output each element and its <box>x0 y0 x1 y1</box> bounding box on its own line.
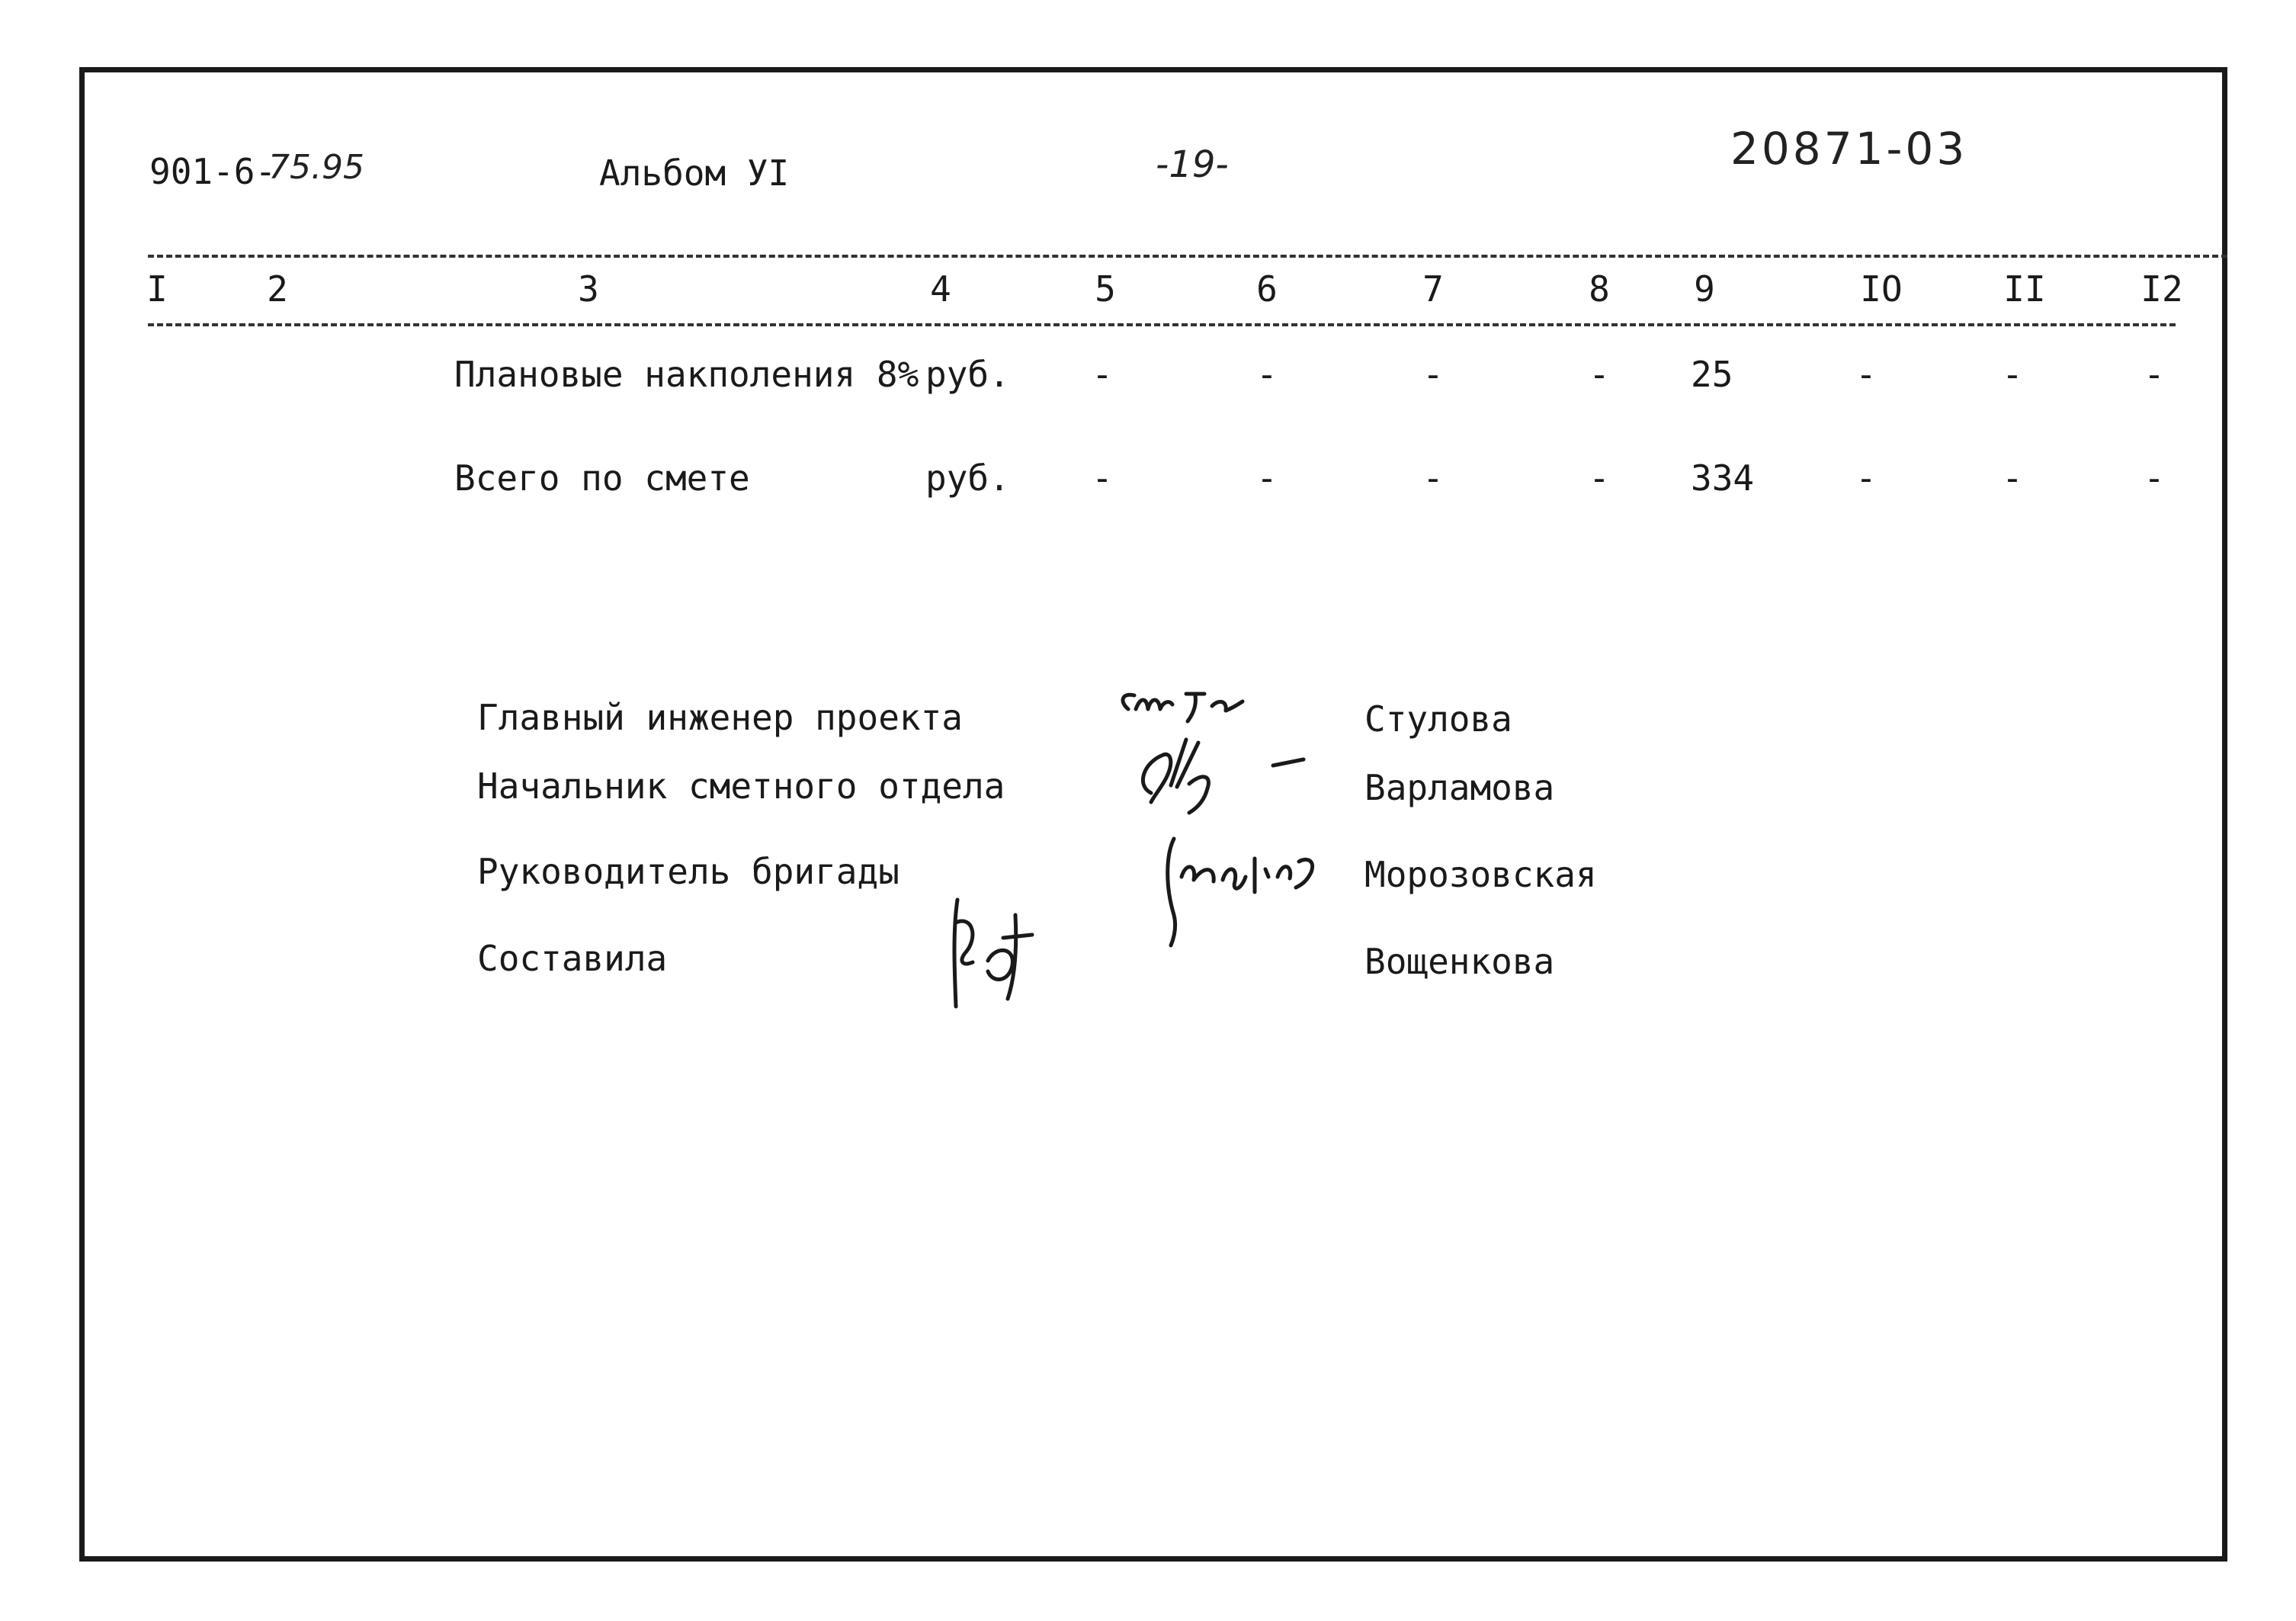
signature-mark-brigade-lead <box>1143 831 1342 953</box>
signature-mark-estimate-head <box>1128 732 1326 816</box>
cell-col6: - <box>1256 457 1278 499</box>
cell-col8: - <box>1589 457 1610 499</box>
doc-code: 901-6- <box>149 151 277 192</box>
signature-role: Начальник сметного отдела <box>477 766 1005 807</box>
row-unit: руб. <box>925 457 1010 499</box>
cell-col7: - <box>1422 354 1444 395</box>
cell-col11: - <box>2002 354 2023 395</box>
column-number: 2 <box>267 268 288 310</box>
cell-col9: 334 <box>1691 457 1755 499</box>
cell-col8: - <box>1589 354 1610 395</box>
sheet-id: 20871-03 <box>1730 123 1968 175</box>
cell-col11: - <box>2002 457 2023 499</box>
row-label: Всего по смете <box>454 457 750 499</box>
signature-name: Морозовская <box>1364 854 1597 895</box>
cell-col9: 25 <box>1691 354 1733 395</box>
cell-col10: - <box>1855 457 1877 499</box>
signature-mark-compiler <box>942 892 1049 1022</box>
signature-name: Вощенкова <box>1364 941 1555 982</box>
album-label: Альбом УI <box>599 152 790 194</box>
signature-name: Стулова <box>1364 698 1512 740</box>
cell-col7: - <box>1422 457 1444 499</box>
signature-role: Главный инженер проекта <box>477 697 963 738</box>
signature-mark-chief-engineer <box>1113 679 1281 732</box>
signature-role: Руководитель бригады <box>477 851 899 892</box>
cell-col5: - <box>1092 457 1113 499</box>
page-number: -19- <box>1156 143 1229 186</box>
header-rule-top <box>148 255 2227 258</box>
column-number: 9 <box>1694 268 1715 310</box>
cell-col6: - <box>1256 354 1278 395</box>
header-rule-bottom <box>148 323 2176 326</box>
row-unit: руб. <box>925 354 1010 395</box>
column-number: I <box>146 268 168 310</box>
signature-name: Варламова <box>1364 767 1555 808</box>
column-number: 6 <box>1256 268 1278 310</box>
row-label: Плановые накполения 8% <box>454 354 919 395</box>
signature-role: Составила <box>477 938 668 979</box>
cell-col12: - <box>2144 354 2165 395</box>
column-number: 8 <box>1589 268 1610 310</box>
cell-col12: - <box>2144 457 2165 499</box>
doc-code-handwritten: 75.95 <box>268 148 364 187</box>
cell-col5: - <box>1092 354 1113 395</box>
column-number: 5 <box>1095 268 1116 310</box>
column-number: I2 <box>2140 268 2183 310</box>
column-number: IO <box>1860 268 1903 310</box>
column-number: 7 <box>1422 268 1444 310</box>
column-number: II <box>2003 268 2046 310</box>
column-number: 3 <box>578 268 599 310</box>
cell-col10: - <box>1855 354 1877 395</box>
column-number: 4 <box>930 268 951 310</box>
